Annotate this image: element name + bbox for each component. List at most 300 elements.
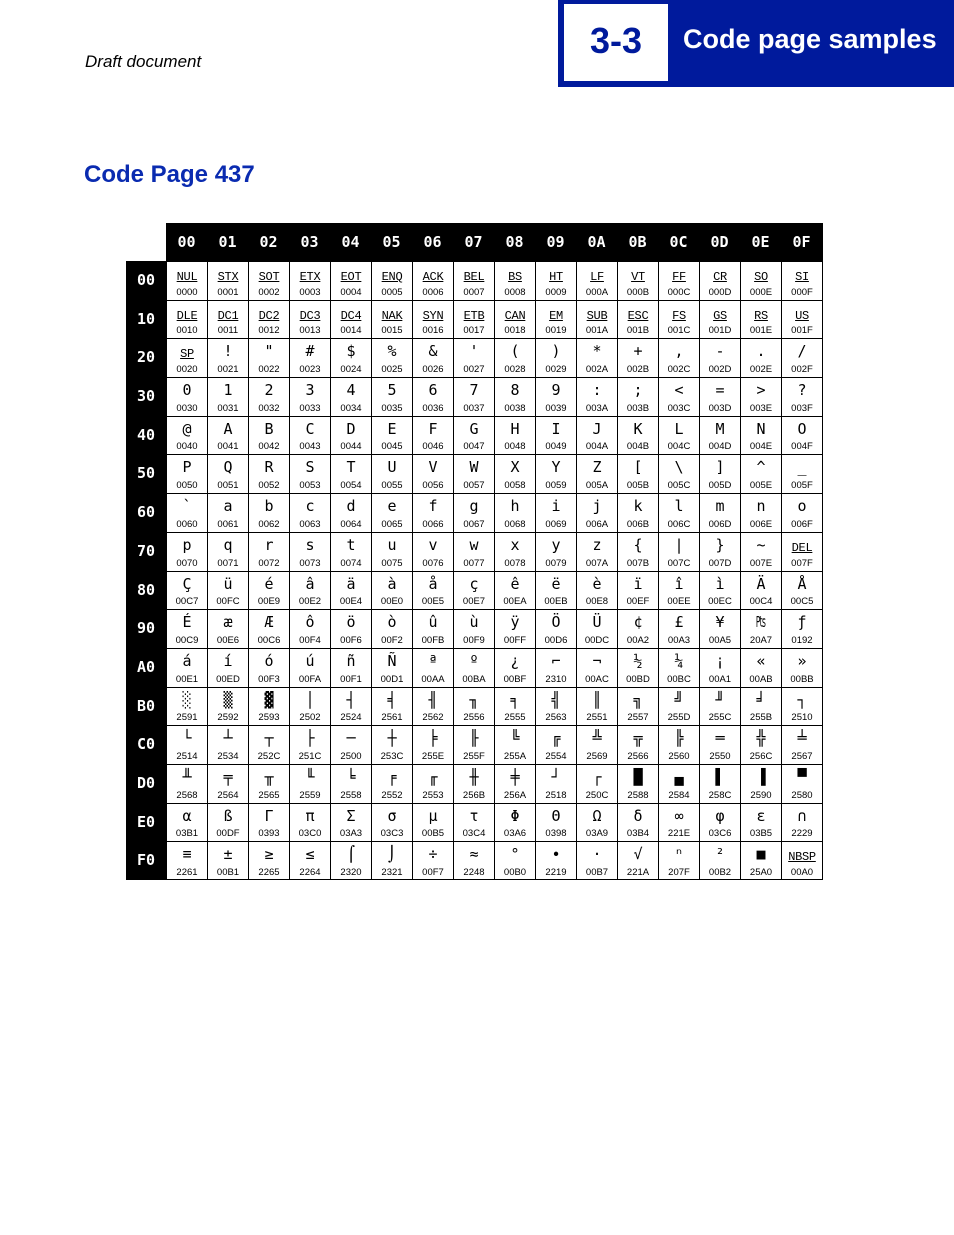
char-code: 0192 (791, 634, 813, 646)
char-code: 00ED (216, 673, 240, 685)
char-code: 006A (585, 518, 609, 530)
char-glyph: = (715, 381, 725, 400)
char-cell (535, 300, 576, 339)
char-code: 0075 (381, 557, 403, 569)
char-cell (207, 338, 248, 377)
char-glyph: S (305, 458, 315, 477)
char-code: 00F9 (463, 634, 485, 646)
char-cell (781, 841, 822, 880)
char-glyph: î (674, 574, 684, 593)
char-cell (494, 725, 535, 764)
char-code: 0022 (258, 364, 280, 376)
char-cell (248, 609, 289, 648)
char-code: 003F (791, 402, 813, 414)
char-cell (658, 493, 699, 532)
char-glyph: BEL (463, 270, 485, 284)
char-code: 03C3 (380, 828, 404, 840)
char-cell (781, 454, 822, 493)
char-glyph: ┌ (592, 767, 602, 786)
char-code: 2502 (299, 712, 321, 724)
char-code: 00EF (626, 596, 650, 608)
char-glyph: ╝ (674, 690, 684, 709)
char-glyph: ÷ (428, 845, 438, 864)
char-code: 00FC (216, 596, 240, 608)
char-glyph: SI (795, 270, 809, 284)
char-glyph: 6 (428, 381, 438, 400)
char-glyph: ∙ (551, 845, 561, 864)
char-cell (330, 493, 371, 532)
char-code: 002A (585, 364, 609, 376)
char-glyph: ╡ (387, 690, 397, 709)
char-cell (740, 725, 781, 764)
char-code: 0006 (422, 286, 444, 298)
char-glyph: ì (715, 574, 725, 593)
char-glyph: ' (469, 342, 479, 361)
char-cell (535, 493, 576, 532)
char-cell (412, 609, 453, 648)
char-cell (330, 338, 371, 377)
char-code: 001A (585, 325, 609, 337)
char-code: 000D (708, 286, 732, 298)
char-code: 0077 (463, 557, 485, 569)
table-row (166, 300, 822, 339)
char-glyph: ≡ (182, 845, 192, 864)
char-glyph: U (387, 458, 397, 477)
char-code: 2219 (545, 867, 567, 878)
table-row (166, 764, 822, 803)
char-glyph: ENQ (381, 270, 403, 284)
char-code: 255C (708, 712, 732, 724)
char-cell (453, 725, 494, 764)
column-header: 0A (587, 233, 606, 251)
char-code: 256B (462, 789, 486, 801)
char-cell (289, 532, 330, 571)
column-header: 01 (218, 233, 237, 251)
char-code: 004D (708, 441, 732, 453)
char-code: 0029 (545, 364, 567, 376)
char-glyph: ╢ (428, 690, 438, 709)
char-code: 2550 (709, 750, 731, 762)
char-cell (371, 764, 412, 803)
char-cell (781, 493, 822, 532)
char-code: 0054 (340, 480, 362, 492)
char-glyph: RS (754, 308, 768, 323)
char-glyph: j (592, 497, 602, 516)
char-code: 2559 (299, 789, 321, 801)
char-cell (658, 300, 699, 339)
char-code: 0052 (258, 480, 280, 492)
char-code: 00FA (298, 673, 322, 685)
char-glyph: z (592, 535, 602, 554)
char-cell (412, 648, 453, 687)
char-glyph: å (428, 574, 438, 593)
char-code: 2310 (545, 673, 567, 685)
char-code: 0025 (381, 364, 403, 376)
char-code: 2229 (791, 828, 813, 840)
char-cell (371, 416, 412, 455)
char-glyph: ═ (715, 729, 725, 748)
char-cell (617, 338, 658, 377)
char-glyph: E (387, 419, 397, 438)
table-row (166, 454, 822, 493)
char-glyph: / (797, 342, 807, 361)
char-code: 00D6 (544, 634, 568, 646)
char-cell (330, 725, 371, 764)
section-title: Code Page 437 (84, 161, 255, 188)
char-cell (658, 261, 699, 300)
char-code: 000B (626, 286, 650, 298)
char-cell (617, 493, 658, 532)
char-glyph: EM (549, 308, 563, 323)
char-cell (658, 609, 699, 648)
char-cell (494, 571, 535, 610)
char-glyph: O (797, 419, 807, 438)
char-cell (781, 571, 822, 610)
char-code: 2321 (381, 867, 403, 878)
char-code: 00E2 (298, 596, 322, 608)
char-glyph: à (387, 574, 397, 593)
char-code: 00E7 (462, 596, 486, 608)
char-code: 2557 (627, 712, 649, 724)
char-glyph: ⌠ (346, 845, 356, 864)
char-cell (330, 648, 371, 687)
char-glyph: SYN (422, 308, 444, 323)
char-glyph: s (305, 535, 315, 554)
char-glyph: } (715, 535, 725, 554)
char-cell (289, 377, 330, 416)
char-glyph: │ (305, 690, 315, 709)
char-glyph: ╬ (756, 729, 766, 748)
char-code: 00BC (667, 673, 691, 685)
char-cell (658, 687, 699, 726)
char-code: 03B4 (626, 828, 650, 840)
char-code: 2551 (586, 712, 608, 724)
char-code: 0072 (258, 557, 280, 569)
char-code: 0056 (422, 480, 444, 492)
char-glyph: m (715, 497, 725, 516)
char-cell (576, 687, 617, 726)
char-cell (535, 648, 576, 687)
char-code: 002C (667, 364, 691, 376)
char-cell (494, 454, 535, 493)
char-code: 0003 (299, 286, 321, 298)
character-grid (166, 261, 823, 880)
char-cell (576, 648, 617, 687)
char-code: 002E (749, 364, 773, 376)
column-header: 04 (341, 233, 360, 251)
char-cell (453, 764, 494, 803)
char-code: 255A (503, 750, 527, 762)
char-cell (494, 687, 535, 726)
char-glyph: w (469, 535, 479, 554)
char-glyph: ≤ (305, 845, 315, 864)
char-code: 00A5 (708, 634, 732, 646)
char-code: 005E (749, 480, 773, 492)
char-cell (207, 416, 248, 455)
char-cell (535, 687, 576, 726)
char-cell (371, 609, 412, 648)
char-cell (740, 764, 781, 803)
char-glyph: f (428, 497, 438, 516)
char-code: 0026 (422, 364, 444, 376)
column-header: 00 (177, 233, 196, 251)
char-glyph: 8 (510, 381, 520, 400)
char-glyph: ` (182, 497, 192, 516)
char-glyph: I (551, 419, 561, 438)
char-glyph: - (715, 342, 725, 361)
table-row (166, 261, 822, 300)
char-code: 004E (749, 441, 773, 453)
char-code: 2553 (422, 789, 444, 801)
char-code: 03C6 (708, 828, 732, 840)
row-header: 40 (136, 425, 156, 444)
char-cell (576, 493, 617, 532)
char-cell (166, 841, 207, 880)
char-code: 00C4 (749, 596, 773, 608)
char-glyph: ƒ (797, 613, 807, 632)
column-header: 03 (300, 233, 319, 251)
char-glyph: b (264, 497, 274, 516)
char-cell (248, 764, 289, 803)
char-code: 003C (667, 402, 691, 414)
char-code: 0039 (545, 402, 567, 414)
char-code: 20A7 (749, 634, 773, 646)
char-cell (699, 454, 740, 493)
chapter-title: Code page samples (683, 24, 937, 54)
char-code: 0079 (545, 557, 567, 569)
char-glyph: ╜ (715, 690, 725, 709)
char-glyph: ± (223, 845, 233, 864)
char-glyph: 2 (264, 381, 274, 400)
char-code: 006F (791, 518, 813, 530)
char-code: 2264 (299, 867, 321, 878)
char-cell (535, 261, 576, 300)
char-cell (371, 725, 412, 764)
char-glyph: SP (180, 347, 194, 362)
char-code: 2514 (176, 750, 198, 762)
char-code: 0019 (545, 325, 567, 337)
char-code: 256C (749, 750, 773, 762)
char-cell (248, 454, 289, 493)
char-code: 00DF (216, 828, 240, 840)
char-glyph: Σ (346, 806, 356, 825)
char-code: 001F (791, 325, 813, 337)
char-glyph: FS (672, 308, 686, 323)
char-code: 005C (667, 480, 691, 492)
char-cell (289, 764, 330, 803)
char-code: 0398 (545, 828, 567, 840)
column-header: 0B (628, 233, 647, 251)
char-glyph: 5 (387, 381, 397, 400)
char-code: 00E1 (175, 673, 199, 685)
char-code: 00F3 (258, 673, 280, 685)
char-cell (412, 454, 453, 493)
char-code: 002B (626, 364, 650, 376)
char-glyph: STX (217, 270, 239, 284)
char-code: 007A (585, 557, 609, 569)
char-glyph: ∞ (674, 806, 684, 825)
char-cell (617, 687, 658, 726)
char-code: 0045 (381, 441, 403, 453)
char-glyph: √ (633, 845, 643, 864)
char-code: 004C (667, 441, 691, 453)
char-cell (207, 261, 248, 300)
code-page-table (126, 223, 823, 880)
char-code: 2500 (340, 750, 362, 762)
char-cell (453, 377, 494, 416)
char-glyph: ESC (627, 308, 649, 323)
char-cell (412, 338, 453, 377)
char-code: 0055 (381, 480, 403, 492)
char-code: 2563 (545, 712, 567, 724)
char-cell (412, 300, 453, 339)
char-cell (453, 300, 494, 339)
char-code: 03A6 (503, 828, 527, 840)
char-glyph: ETB (463, 308, 485, 323)
char-cell (658, 841, 699, 880)
char-cell (166, 261, 207, 300)
char-cell (576, 841, 617, 880)
row-header: C0 (136, 735, 156, 754)
char-code: 004F (791, 441, 813, 453)
char-code: 0033 (299, 402, 321, 414)
char-code: 2568 (176, 789, 198, 801)
char-cell (781, 416, 822, 455)
char-code: 2265 (258, 867, 280, 878)
char-code: 2565 (258, 789, 280, 801)
char-code: 0009 (545, 286, 567, 298)
char-code: 0031 (217, 402, 239, 414)
char-glyph: o (797, 497, 807, 516)
char-glyph: ╚ (510, 729, 520, 748)
char-glyph: ┐ (797, 690, 807, 709)
char-cell (166, 300, 207, 339)
char-code: 0060 (176, 518, 198, 530)
char-code: 0018 (504, 325, 526, 337)
char-cell (699, 338, 740, 377)
char-cell (617, 377, 658, 416)
char-cell (740, 377, 781, 416)
char-cell (494, 416, 535, 455)
char-glyph: 4 (346, 381, 356, 400)
char-cell (740, 609, 781, 648)
char-cell (412, 841, 453, 880)
char-glyph: p (182, 535, 192, 554)
char-code: 252C (257, 750, 281, 762)
char-cell (412, 803, 453, 842)
char-glyph: ç (469, 574, 479, 593)
char-code: 00A3 (667, 634, 691, 646)
char-glyph: DC4 (340, 308, 362, 323)
char-cell (576, 454, 617, 493)
char-glyph: ₧ (756, 613, 766, 632)
char-cell (330, 454, 371, 493)
char-glyph: Z (592, 458, 602, 477)
char-code: 00DC (584, 634, 610, 646)
char-glyph: u (387, 535, 397, 554)
char-glyph: ╦ (633, 729, 643, 748)
column-header: 06 (423, 233, 442, 251)
char-cell (453, 841, 494, 880)
char-cell (699, 841, 740, 880)
char-glyph: █ (633, 767, 643, 786)
char-cell (699, 532, 740, 571)
char-cell (453, 454, 494, 493)
char-glyph: NBSP (788, 850, 816, 865)
char-code: 00F7 (422, 867, 444, 878)
char-code: 001D (708, 325, 732, 337)
char-glyph: â (305, 574, 315, 593)
char-code: 0050 (176, 480, 198, 492)
char-code: 0053 (299, 480, 321, 492)
char-glyph: δ (633, 806, 643, 825)
column-header: 0C (669, 233, 688, 251)
char-code: 00EC (708, 596, 732, 608)
char-code: 2248 (463, 867, 485, 878)
char-cell (740, 687, 781, 726)
char-glyph: H (510, 419, 520, 438)
char-glyph: ó (264, 651, 274, 670)
char-code: 0393 (258, 828, 280, 840)
char-cell (371, 687, 412, 726)
char-cell (781, 300, 822, 339)
char-cell (494, 338, 535, 377)
char-code: 003A (585, 402, 609, 414)
column-header: 07 (464, 233, 483, 251)
char-cell (453, 493, 494, 532)
char-cell (289, 648, 330, 687)
char-cell (781, 803, 822, 842)
char-glyph: CR (713, 270, 727, 284)
char-cell (289, 571, 330, 610)
char-glyph: . (756, 342, 766, 361)
char-glyph: ä (346, 574, 356, 593)
char-glyph: ╨ (182, 767, 192, 786)
char-code: 2555 (504, 712, 526, 724)
char-cell (289, 454, 330, 493)
char-glyph: ë (551, 574, 561, 593)
char-code: 007D (708, 557, 732, 569)
char-code: 0027 (463, 364, 485, 376)
row-header: 60 (136, 503, 156, 522)
char-cell (781, 609, 822, 648)
char-code: 0059 (545, 480, 567, 492)
char-code: 00B2 (708, 867, 732, 878)
char-glyph: a (223, 497, 233, 516)
char-cell (699, 300, 740, 339)
char-cell (535, 338, 576, 377)
char-cell (248, 725, 289, 764)
char-glyph: ê (510, 574, 520, 593)
char-code: 00C6 (257, 634, 281, 646)
char-cell (248, 532, 289, 571)
char-code: 255E (421, 750, 445, 762)
char-cell (494, 803, 535, 842)
char-code: 0074 (340, 557, 362, 569)
char-cell (617, 803, 658, 842)
char-cell (166, 803, 207, 842)
char-cell (412, 377, 453, 416)
char-code: 0051 (217, 480, 239, 492)
char-cell (248, 338, 289, 377)
char-glyph: ! (223, 342, 233, 361)
table-row (166, 416, 822, 455)
char-glyph: [ (633, 458, 643, 477)
char-glyph: + (633, 342, 643, 361)
char-code: 0063 (299, 518, 321, 530)
char-glyph: ─ (346, 729, 356, 748)
char-cell (658, 764, 699, 803)
